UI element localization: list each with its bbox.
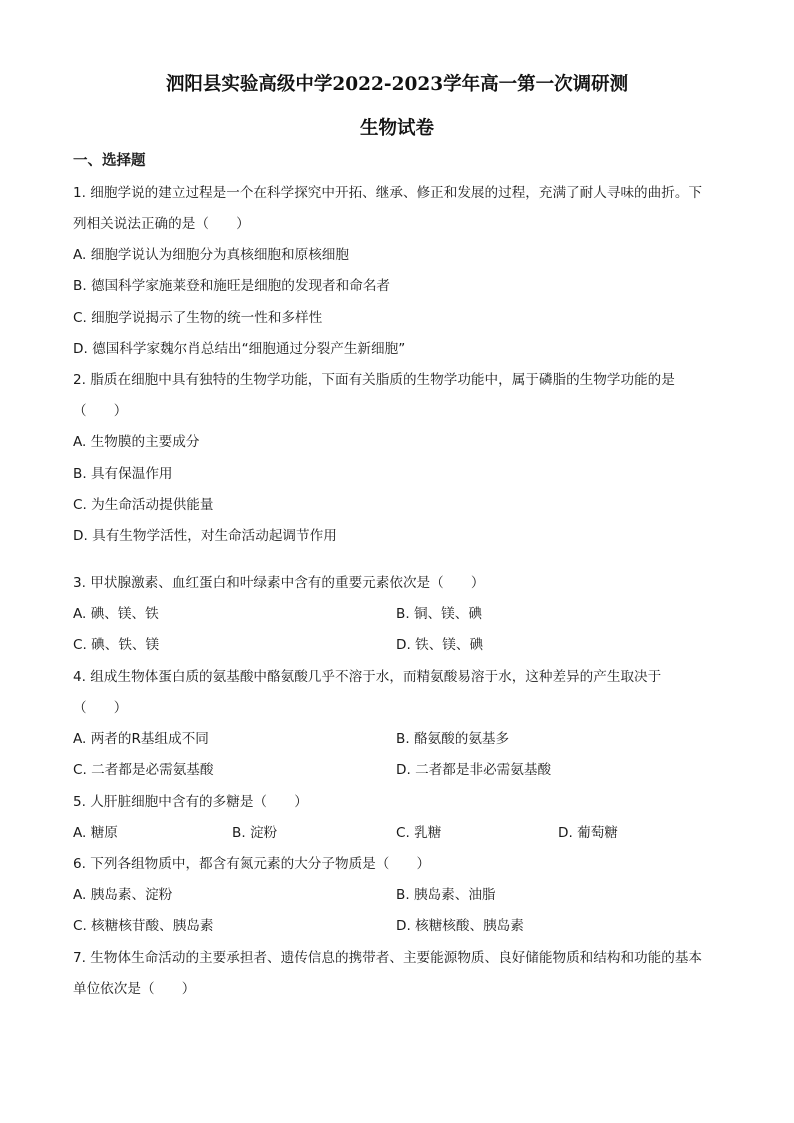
question-6-option-d: D. 核糖核酸、胰岛素 [396, 918, 524, 934]
question-2-option-d: D. 具有生物学活性，对生命活动起调节作用 [73, 528, 337, 544]
section-heading: 一、选择题 [73, 153, 146, 169]
question-6-option-b: B. 胰岛素、油脂 [396, 887, 496, 903]
question-3-option-d: D. 铁、镁、碘 [396, 637, 484, 653]
question-4-stem-line-2: （ ） [73, 700, 128, 716]
question-7-stem-line-1: 7. 生物体生命活动的主要承担者、遗传信息的携带者、主要能源物质、良好储能物质和结构和功能的基本 [73, 950, 703, 966]
question-3-option-b: B. 铜、镁、碘 [396, 606, 482, 622]
question-4-option-b: B. 酪氨酸的氨基多 [396, 731, 510, 747]
question-1-option-d: D. 德国科学家魏尔肖总结出“细胞通过分裂产生新细胞” [73, 341, 406, 357]
question-4-stem-line-1: 4. 组成生物体蛋白质的氨基酸中酪氨酸几乎不溶于水，而精氨酸易溶于水，这种差异的产生取决于 [73, 669, 662, 685]
question-2-stem-line-1: 2. 脂质在细胞中具有独特的生物学功能，下面有关脂质的生物学功能中，属于磷脂的生物学功能的是 [73, 372, 675, 388]
question-1-stem-line-2: 列相关说法正确的是（ ） [73, 216, 250, 232]
question-6-option-a: A. 胰岛素、淀粉 [73, 887, 173, 903]
question-2-option-a: A. 生物膜的主要成分 [73, 434, 200, 450]
question-5-option-b: B. 淀粉 [232, 825, 278, 841]
question-2-option-b: B. 具有保温作用 [73, 466, 173, 482]
exam-subtitle: 生物试卷 [359, 118, 434, 139]
question-7-stem-line-2: 单位依次是（ ） [73, 981, 196, 997]
question-4-option-a: A. 两者的R基组成不同 [73, 731, 209, 747]
question-6-stem: 6. 下列各组物质中，都含有氮元素的大分子物质是（ ） [73, 856, 431, 872]
question-3-option-a: A. 碘、镁、铁 [73, 606, 159, 622]
question-5-option-a: A. 糖原 [73, 825, 118, 841]
question-4-option-d: D. 二者都是非必需氨基酸 [396, 762, 552, 778]
question-6-option-c: C. 核糖核苷酸、胰岛素 [73, 918, 214, 934]
question-4-option-c: C. 二者都是必需氨基酸 [73, 762, 214, 778]
question-1-option-c: C. 细胞学说揭示了生物的统一性和多样性 [73, 310, 323, 326]
exam-title: 泗阳县实验高级中学2022-2023学年高一第一次调研测 [165, 74, 629, 95]
question-3-option-c: C. 碘、铁、镁 [73, 637, 160, 653]
question-5-option-c: C. 乳糖 [396, 825, 442, 841]
question-3-stem: 3. 甲状腺激素、血红蛋白和叶绿素中含有的重要元素依次是（ ） [73, 575, 485, 591]
question-2-stem-line-2: （ ） [73, 403, 128, 419]
question-1-option-b: B. 德国科学家施莱登和施旺是细胞的发现者和命名者 [73, 278, 391, 294]
question-5-option-d: D. 葡萄糖 [558, 825, 618, 841]
question-5-stem: 5. 人肝脏细胞中含有的多糖是（ ） [73, 794, 308, 810]
question-2-option-c: C. 为生命活动提供能量 [73, 497, 214, 513]
question-1-option-a: A. 细胞学说认为细胞分为真核细胞和原核细胞 [73, 247, 349, 263]
question-1-stem-line-1: 1. 细胞学说的建立过程是一个在科学探究中开拓、继承、修正和发展的过程，充满了耐人寻味的曲折。下 [73, 185, 703, 201]
